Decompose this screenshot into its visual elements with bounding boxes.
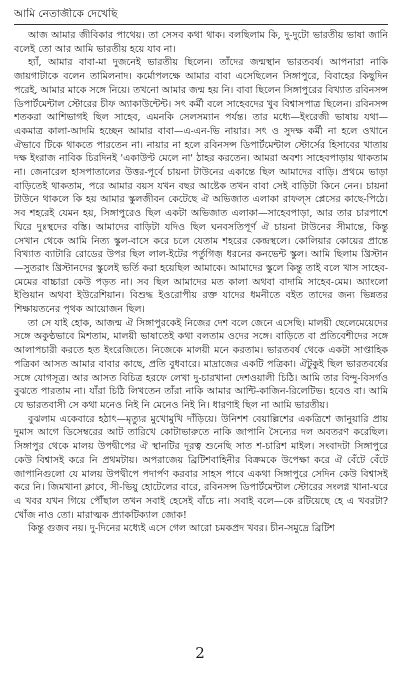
page-number: 2	[195, 644, 205, 662]
paragraph: তা সে যাই হোক, আজন্ম ঐ সিঙ্গাপুরকেই নিজের দেশ বলে জেনে এসেছি। মালয়ী ছেলেমেয়েদের সঙ্গে অকুণ্ঠভাবে মিশতাম, মালয়ী ভাষাতেই কথা বলতাম ওদের সঙ্গে। বাড়িতে বা প্রতিবেশীদের সঙ্গে আলাপচারী করতে হত ইংরেজিতে। নিজেকে মালয়ী মনে করতাম। ভারতবর্ষ থেকে একটা সাপ্তাহিক পত্রিকা আসত আমার বাবার কাছে, প্রতি বুধবারে। মাদ্রাজের একটি পত্রিকা। ঐটুকুই ছিল ভারতবর্ষের সঙ্গে যোগসূত্র। আর আসত বিচিত্র হরফে লেখা দু-চারখানা দেশওয়ালী চিঠি। আমি তার বিন্দু-বিসর্গও বুঝতে পারতাম না। যাঁরা চিঠি লিখতেন তাঁরা নাকি আমার আন্টি-কাজিন-রিলেটিভ। হবেও বা। আমি যে ভারতবাসী সে কথা মনেও নিই নি মেনেও নিই নি। ধারণাই ছিল না আমি ভারতীয়।	[14, 317, 388, 411]
running-head: আমি নেতাজীকে দেখেছি	[14, 8, 388, 25]
paragraph: বুঝলাম একেবারে হঠাৎ—মৃত্যুর মুখোমুখি দাঁড়িয়ে। উনিশশ বেয়াল্লিশের একত্রিশে জানুয়ারি প্রায় দুমাস আগে ডিসেম্বরের আট তারিখে কোটাভারুতে নাকি জাপানি সৈন্যের দল অবতরণ করেছিল। সিঙ্গাপুর থেকে মালয় উপদ্বীপের ঐ স্থানটির দূরত্ব শুনেছি সাত শ-চারিশ মাইল। সংবাদটা সিঙ্গাপুরে কেউ বিশ্বাসই করে নি প্রথমটায়। অপরাজেয় ব্রিটিশবাহিনীর বিক্রমকে উপেক্ষা করে ঐ বেঁটে বেঁটে জাপানিগুলো যে মালয় উপদ্বীপে পদার্পণ করবার সাহস পাবে একথা সিঙ্গাপুরে সেদিন কেউ বিশ্বাসই করে নি। জিমখানা ক্লাবে, সী-ভিয়ু হোটেলের বারে, রবিনসন্স ডিপার্টমেন্টাল স্টোরের সংলগ্ন খানা-ঘরে এ খবর যখন গিয়ে পৌঁছাল তখন সবাই হেসেই বাঁচে না। সবাই বলে—কে রটিয়েছে হে এ খবরটা? খোঁজ নাও তো। মারাত্মক প্র্যাকটিক্যাল জোক!	[14, 413, 388, 521]
body-text	[14, 29, 388, 625]
paragraph: হ্যাঁ, আমার বাবা-মা দুজনেই ভারতীয় ছিলেন। তাঁদের জন্মস্থান ভারতবর্ষ। আপনারা নাকি জায়গাটাকে বলেন তামিলনাদ। কর্মোপলক্ষে আমার বাবা এসেছিলেন সিঙ্গাপুরে, বিবাহের কিছুদিন পরেই, আমার মাকে সঙ্গে নিয়ে। তখনো আমার জন্ম হয় নি। বাবা ছিলেন সিঙ্গাপুরের বিখ্যাত রবিনসন্স ডিপার্টমেন্টাল স্টোরের চীফ অ্যাকাউন্টেন্ট। সৎ কর্মী বলে সাহেবদের খুব বিশ্বাসপাত্র ছিলেন। রবিনসন্স শতকরা আশিভাগই ছিল সাহেব, এমনকি সেলসম্যান পর্যন্ত। তার মধ্যে—ইংরেজী ভাষায় যথা—একমাত্র কালা-আদমি হচ্ছেন আমার বাবা—এ-এন-ভি নায়ার। সৎ ও সুদক্ষ কর্মী না হলে ওখানে ঐভাবে টিকে থাকতে পারতেন না। নায়ার না হলে রবিনসন্স ডিপার্টমেন্টাল স্টোর্সের হিসাবের খাতায় দক্ষ ইংরাজ নাবিক চিরদিনই 'একাউণ্ট মেলে না' ঠাহর করতেন। আমরা অবশ্য সাহেবপাড়ায় থাকতাম না। জেনারেল হাসপাতালের উত্তর-পূর্বে চায়না টাউনের একান্তে ছিল আমাদের বাড়ি। প্রথমে ভাড়া বাড়িতেই থাকতাম, পরে আমার বয়স যখন বছর আষ্টেক তখন বাবা সেই বাড়িটা কিনে নেন। চায়না টাউনে থাকলে কি হয় আমার স্কুলজীবন কেটেছে ঐ অভিজাত এলাকা রাফল্‌স প্লেসের কাছে-পিঠে। সব শহরেই যেমন হয়, সিঙ্গাপুরেও ছিল একটা অভিজাত এলাকা—সাহেবপাড়া, আর তার চারপাশে ঘিরে দুঃস্থদের বস্তি। আমাদের বাড়িটা যদিও ছিল ঘনবসতিপূর্ণ ঐ চায়না টাউনের সীমান্তে, কিন্তু সেখান থেকে আমি নিত্য স্কুল-বাসে করে চলে যেতাম শহরের কেন্দ্রস্থলে। কোলিয়ার কোয়ের প্রান্তে বিখ্যাত ব্যাটারি রোডের উপর ছিল লাল-ইটের পর্তুগিজ় ধরনের কনভেন্ট স্কুল। আমি ছিলাম খ্রিস্টান—সুতরাং খ্রিস্টানদের স্কুলেই ভর্তি করা হয়েছিল আমাকে। আমাদের স্কুলে কিন্তু তাই বলে খাস সাহেব-মেমের বাচ্চারা কেউ পড়ত না। সব ছিল আমাদের মত কালা অথবা বাদামি সাহেব-মেম। অ্যাংলো ইণ্ডিয়ান অথবা ইউরেশিয়ান। বিশুদ্ধ ইওরোপীয় রক্ত যাদের ধমনীতে বইত তাদের জন্য ভিন্নতর শিক্ষায়তনের পৃথক আয়োজন ছিল।	[14, 57, 388, 316]
paragraph: কিন্তু গুজব নয়। দু-দিনের মধ্যেই এসে গেল আরো চমকপ্রদ খবর। চীন-সমুদ্রে ব্রিটিশ	[28, 523, 335, 535]
paragraph: আজ আমার জীবিকার পাথেয়। তা সেসব কথা থাক। বলছিলাম কি, দু-দুটো ভারতীয় ভাষা জানি বলেই তো আর আমি ভারতীয় হয়ে যাব না।	[14, 30, 388, 55]
